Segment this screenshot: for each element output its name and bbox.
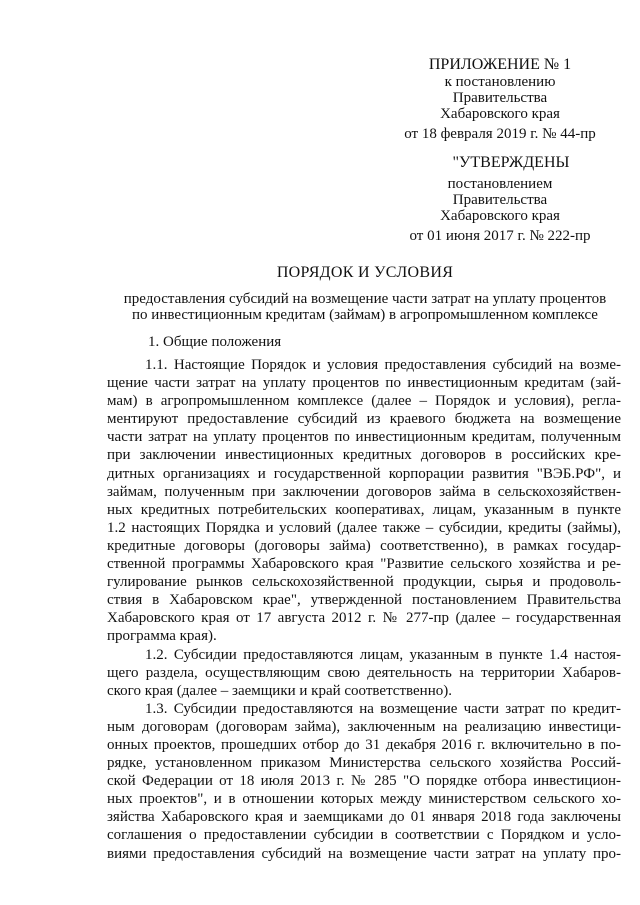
text-line: дитных организациях и государственной корпорации развития "ВЭБ.РФ", и <box>107 465 621 482</box>
paragraph-1-2 <box>107 646 621 700</box>
text-line: кредитные договоры (договоры займа) соответственно), в рамках государ- <box>107 537 621 554</box>
text-line: займам, полученным при заключении договоров займа в сельскохозяйствен- <box>107 483 621 500</box>
appendix-line: от 18 февраля 2019 г. № 44-пр <box>404 126 596 142</box>
text-line: 1.3. Субсидии предоставляются на возмещение части затрат по кредит- <box>145 700 621 717</box>
appendix-line: Правительства <box>452 90 548 106</box>
text-line: при заключении инвестиционных кредитных договоров в российских кре- <box>107 447 621 464</box>
text-line: части затрат на уплату процентов по инвестиционным кредитам, полученным <box>107 429 621 446</box>
text-line: 1.2 настоящих Порядка и условий (далее также – субсидии, кредиты (займы), <box>107 519 621 536</box>
spacer <box>380 142 620 154</box>
text-line: ных кредитных потребительских кооперативах, лицам, указанным в пункте <box>107 501 621 518</box>
body-text <box>107 356 621 863</box>
appendix-block <box>380 56 620 244</box>
text-line: рядке, установленном приказом Министерства сельского хозяйства Россий- <box>107 755 621 772</box>
text-line: ным договорам (договорам займа), заключенным на реализацию инвестици- <box>107 718 621 735</box>
approved-line: Правительства <box>452 192 548 208</box>
text-line: гулирование рынков сельскохозяйственной продукции, сырья и продоволь- <box>107 574 621 591</box>
approved-title: "УТВЕРЖДЕНЫ <box>452 154 570 171</box>
document-subtitle-line: предоставления субсидий на возмещение части затрат на уплату процентов <box>123 291 607 307</box>
document-title: ПОРЯДОК И УСЛОВИЯ <box>276 264 454 281</box>
text-line: виями предоставления субсидий на возмещение части затрат на уплату про- <box>107 845 621 862</box>
approved-line: постановлением <box>447 176 553 192</box>
text-line: Хабаровского края от 17 августа 2012 г. № 277-пр (далее – государственная <box>107 610 621 627</box>
document-heading <box>105 265 625 323</box>
text-line: программа края). <box>107 628 217 645</box>
text-line: соглашения о предоставлении субсидии в соответствии с Порядком и усло- <box>107 827 621 844</box>
approved-line: от 01 июня 2017 г. № 222-пр <box>409 228 591 244</box>
appendix-title: ПРИЛОЖЕНИЕ № 1 <box>428 56 572 73</box>
paragraph-1-1 <box>107 356 621 646</box>
text-line: щение части затрат на уплату процентов по инвестиционным кредитам (зай- <box>107 375 621 392</box>
document-subtitle-line: по инвестиционным кредитам (займам) в агропромышленном комплексе <box>132 307 598 323</box>
text-line: мам) в агропромышленном комплексе (далее – Порядок и условия), регла- <box>107 393 621 410</box>
text-line: 1.1. Настоящие Порядок и условия предоставления субсидий на возме- <box>145 357 621 373</box>
appendix-line: Хабаровского края <box>440 106 560 122</box>
text-line: ных проектов", и в отношении которых между министерством сельского хо- <box>107 791 621 808</box>
text-line: ментируют предоставление субсидий из краевого бюджета на возмещение <box>107 411 621 428</box>
text-line: ственной программы Хабаровского края "Развитие сельского хозяйства и ре- <box>107 556 621 573</box>
text-line: ствия в Хабаровском крае", утвержденной постановлением Правительства <box>107 592 621 609</box>
paragraph-1-3 <box>107 700 621 863</box>
text-line: 1.2. Субсидии предоставляются лицам, указанным в пункте 1.4 настоя- <box>145 646 621 663</box>
text-line: ской Федерации от 18 июля 2013 г. № 285 "О порядке отбора инвестицион- <box>107 773 621 790</box>
section-title: 1. Общие положения <box>148 334 282 350</box>
text-line: щего раздела, осуществляющим свою деятельность на территории Хабаров- <box>107 664 621 681</box>
approved-line: Хабаровского края <box>440 208 560 224</box>
appendix-line: к постановлению <box>444 74 556 90</box>
text-line: зяйства Хабаровского края и заемщиками до 01 января 2018 года заключены <box>107 809 621 826</box>
text-line: онных проектов, прошедших отбор до 31 декабря 2016 г. включительно в по- <box>107 736 621 753</box>
text-line: ского края (далее – заемщики и край соответственно). <box>107 682 452 699</box>
